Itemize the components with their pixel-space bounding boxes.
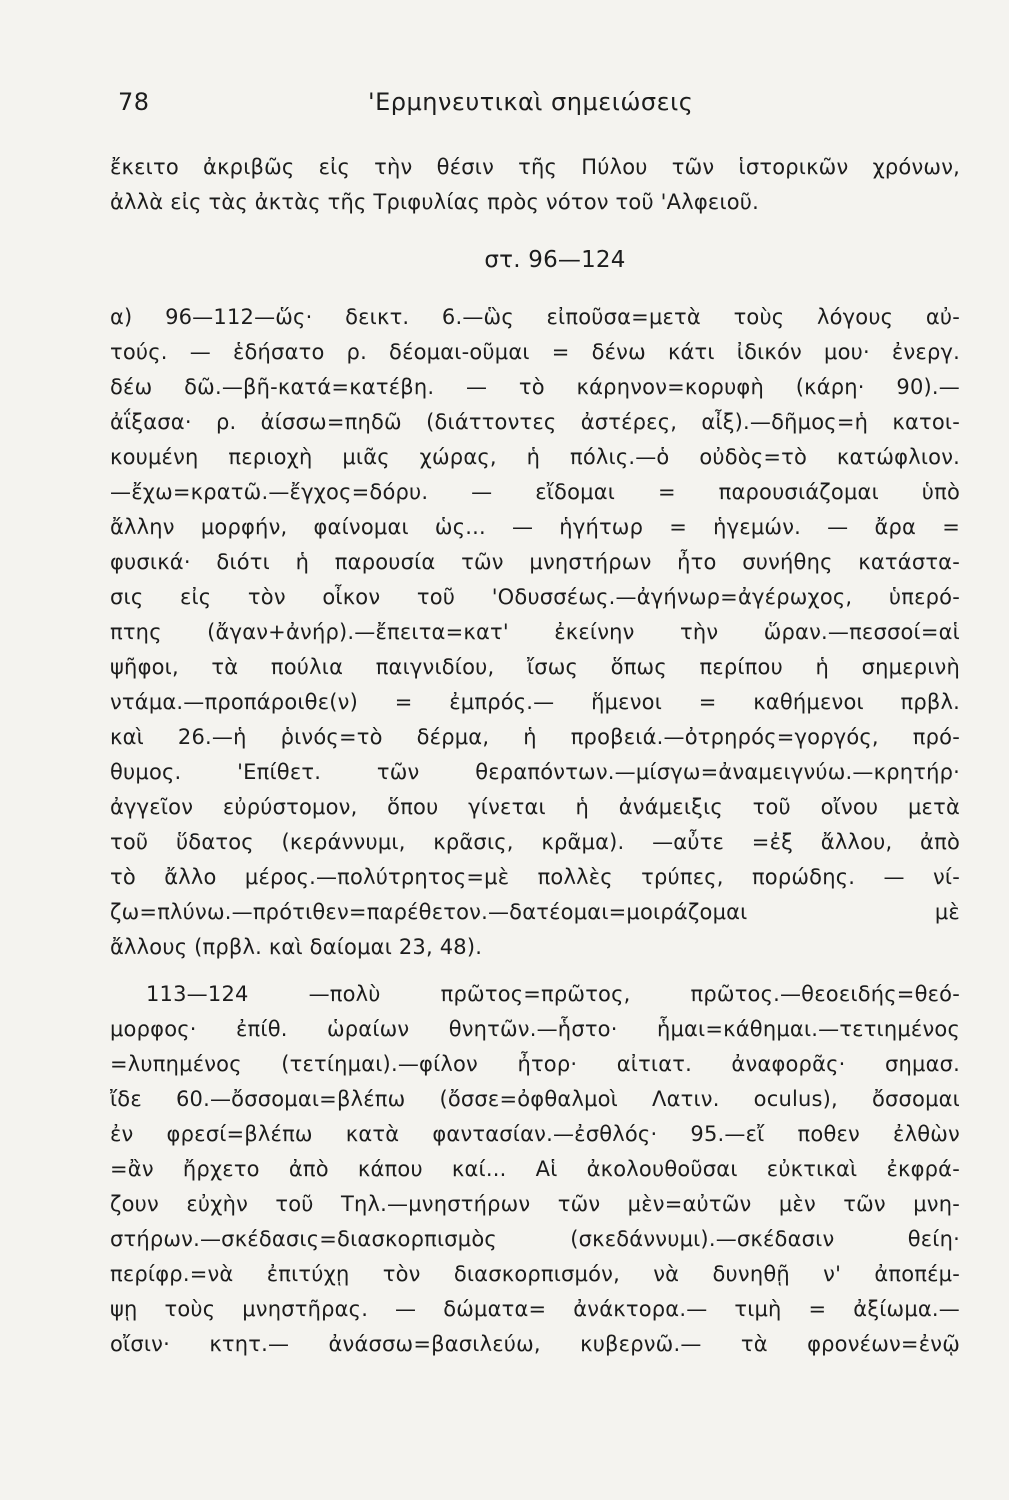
text-line: καὶ 26.—ἡ ῥινός=τὸ δέρμα, ἡ προβειά.—ὀτρηρός=γοργός, πρό- (110, 725, 960, 749)
paragraph-a (110, 300, 960, 965)
text-line: ντάμα.—προπάροιθε(ν) = ἐμπρός.— ἥμενοι = καθήμενοι πρβλ. (110, 690, 960, 714)
running-title: 'Ερμηνευτικαὶ σημειώσεις (368, 88, 694, 116)
text-line: ἄλλην μορφήν, φαίνομαι ὡς... — ἡγήτωρ = ἡγεμών. — ἄρα = (110, 515, 960, 539)
text-line: στήρων.—σκέδασις=διασκορπισμὸς (σκεδάννυμι).—σκέδασιν θείη· (110, 1227, 960, 1251)
text-line: =ἂν ἤρχετο ἀπὸ κάπου καί... Αἱ ἀκολουθοῦσαι εὐκτικαὶ ἐκφρά- (110, 1157, 960, 1181)
page-header (118, 88, 949, 128)
text-line: τοῦ ὕδατος (κεράννυμι, κρᾶσις, κρᾶμα). —αὖτε =ἐξ ἄλλου, ἀπὸ (110, 830, 960, 854)
text-line: α) 96—112—ὥς· δεικτ. 6.—ὣς εἰποῦσα=μετὰ τοὺς λόγους αὐ- (110, 305, 960, 329)
text-line: οἴσιν· κτητ.— ἀνάσσω=βασιλεύω, κυβερνῶ.— τὰ φρονέων=ἐνῷ (110, 1332, 960, 1356)
text-line: =λυπημένος (τετίημαι).—φίλον ἦτορ· αἰτιατ. ἀναφορᾶς· σημασ. (110, 1052, 960, 1076)
text-line: —ἔχω=κρατῶ.—ἔγχος=δόρυ. — εἴδομαι = παρουσιάζομαι ὑπὸ (110, 480, 960, 504)
text-line: ἀλλὰ εἰς τὰς ἀκτὰς τῆς Τριφυλίας πρὸς νότον τοῦ 'Αλφειοῦ. (110, 190, 760, 214)
text-line: ἔκειτο ἀκριβῶς εἰς τὴν θέσιν τῆς Πύλου τῶν ἱστορικῶν χρόνων, (110, 155, 960, 179)
page-number: 78 (118, 88, 150, 116)
text-line: δέω δῶ.—βῆ-κατά=κατέβη. — τὸ κάρηνον=κορυφὴ (κάρη· 90).— (110, 375, 960, 399)
text-line: ἐν φρεσί=βλέπω κατὰ φαντασίαν.—ἐσθλός· 95.—εἴ ποθεν ἐλθὼν (110, 1122, 960, 1146)
text-line: πτης (ἄγαν+ἀνήρ).—ἔπειτα=κατ' ἐκείνην τὴν ὥραν.—πεσσοί=αἱ (110, 620, 960, 644)
text-line: 113—124 —πολὺ πρῶτος=πρῶτος, πρῶτος.—θεοειδής=θεό- (146, 982, 960, 1006)
text-line: κουμένη περιοχὴ μιᾶς χώρας, ἡ πόλις.—ὁ οὐδὸς=τὸ κατώφλιον. (110, 445, 960, 469)
text-line: ζουν εὐχὴν τοῦ Τηλ.—μνηστήρων τῶν μὲν=αὐτῶν μὲν τῶν μνη- (110, 1192, 960, 1216)
section-heading: στ. 96—124 (484, 247, 626, 273)
text-line: ψῃ τοὺς μνηστῆρας. — δώματα= ἀνάκτορα.— τιμὴ = ἀξίωμα.— (110, 1297, 960, 1321)
intro-paragraph (110, 150, 960, 220)
text-line: ἀγγεῖον εὐρύστομον, ὅπου γίνεται ἡ ἀνάμειξις τοῦ οἴνου μετὰ (110, 795, 960, 819)
text-line: τούς. — ἑδήσατο ρ. δέομαι-οῦμαι = δένω κάτι ἰδικόν μου· ἐνεργ. (110, 340, 960, 364)
text-line: φυσικά· διότι ἡ παρουσία τῶν μνηστήρων ἦτο συνήθης κατάστα- (110, 550, 960, 574)
text-line: περίφρ.=νὰ ἐπιτύχῃ τὸν διασκορπισμόν, νὰ δυνηθῇ ν' ἀποπέμ- (110, 1262, 960, 1286)
text-line: μορφος· ἐπίθ. ὡραίων θνητῶν.—ἧστο· ἧμαι=κάθημαι.—τετιημένος (110, 1017, 960, 1041)
text-line: ἄλλους (πρβλ. καὶ δαίομαι 23, 48). (110, 935, 483, 959)
text-line: σις εἰς τὸν οἶκον τοῦ 'Οδυσσέως.—ἀγήνωρ=ἀγέρωχος, ὑπερό- (110, 585, 960, 609)
text-line: ἀΐξασα· ρ. ἀίσσω=πηδῶ (διάττοντες ἀστέρες, αἶξ).—δῆμος=ἡ κατοι- (110, 410, 960, 434)
paragraph-b (110, 977, 960, 1362)
text-line: ψῆφοι, τὰ πούλια παιγνιδίου, ἴσως ὅπως περίπου ἡ σημερινὴ (110, 655, 960, 679)
text-line: ζω=πλύνω.—πρότιθεν=παρέθετον.—δατέομαι=μοιράζομαι μὲ (110, 900, 960, 924)
text-line: τὸ ἄλλο μέρος.—πολύτρητος=μὲ πολλὲς τρύπες, πορώδης. — νί- (110, 865, 960, 889)
text-line: θυμος. 'Επίθετ. τῶν θεραπόντων.—μίσγω=ἀναμειγνύω.—κρητήρ· (110, 760, 960, 784)
text-line: ἴδε 60.—ὄσσομαι=βλέπω (ὄσσε=ὀφθαλμοὶ Λατιν. oculus), ὄσσομαι (110, 1087, 960, 1111)
page-body (110, 150, 960, 1362)
